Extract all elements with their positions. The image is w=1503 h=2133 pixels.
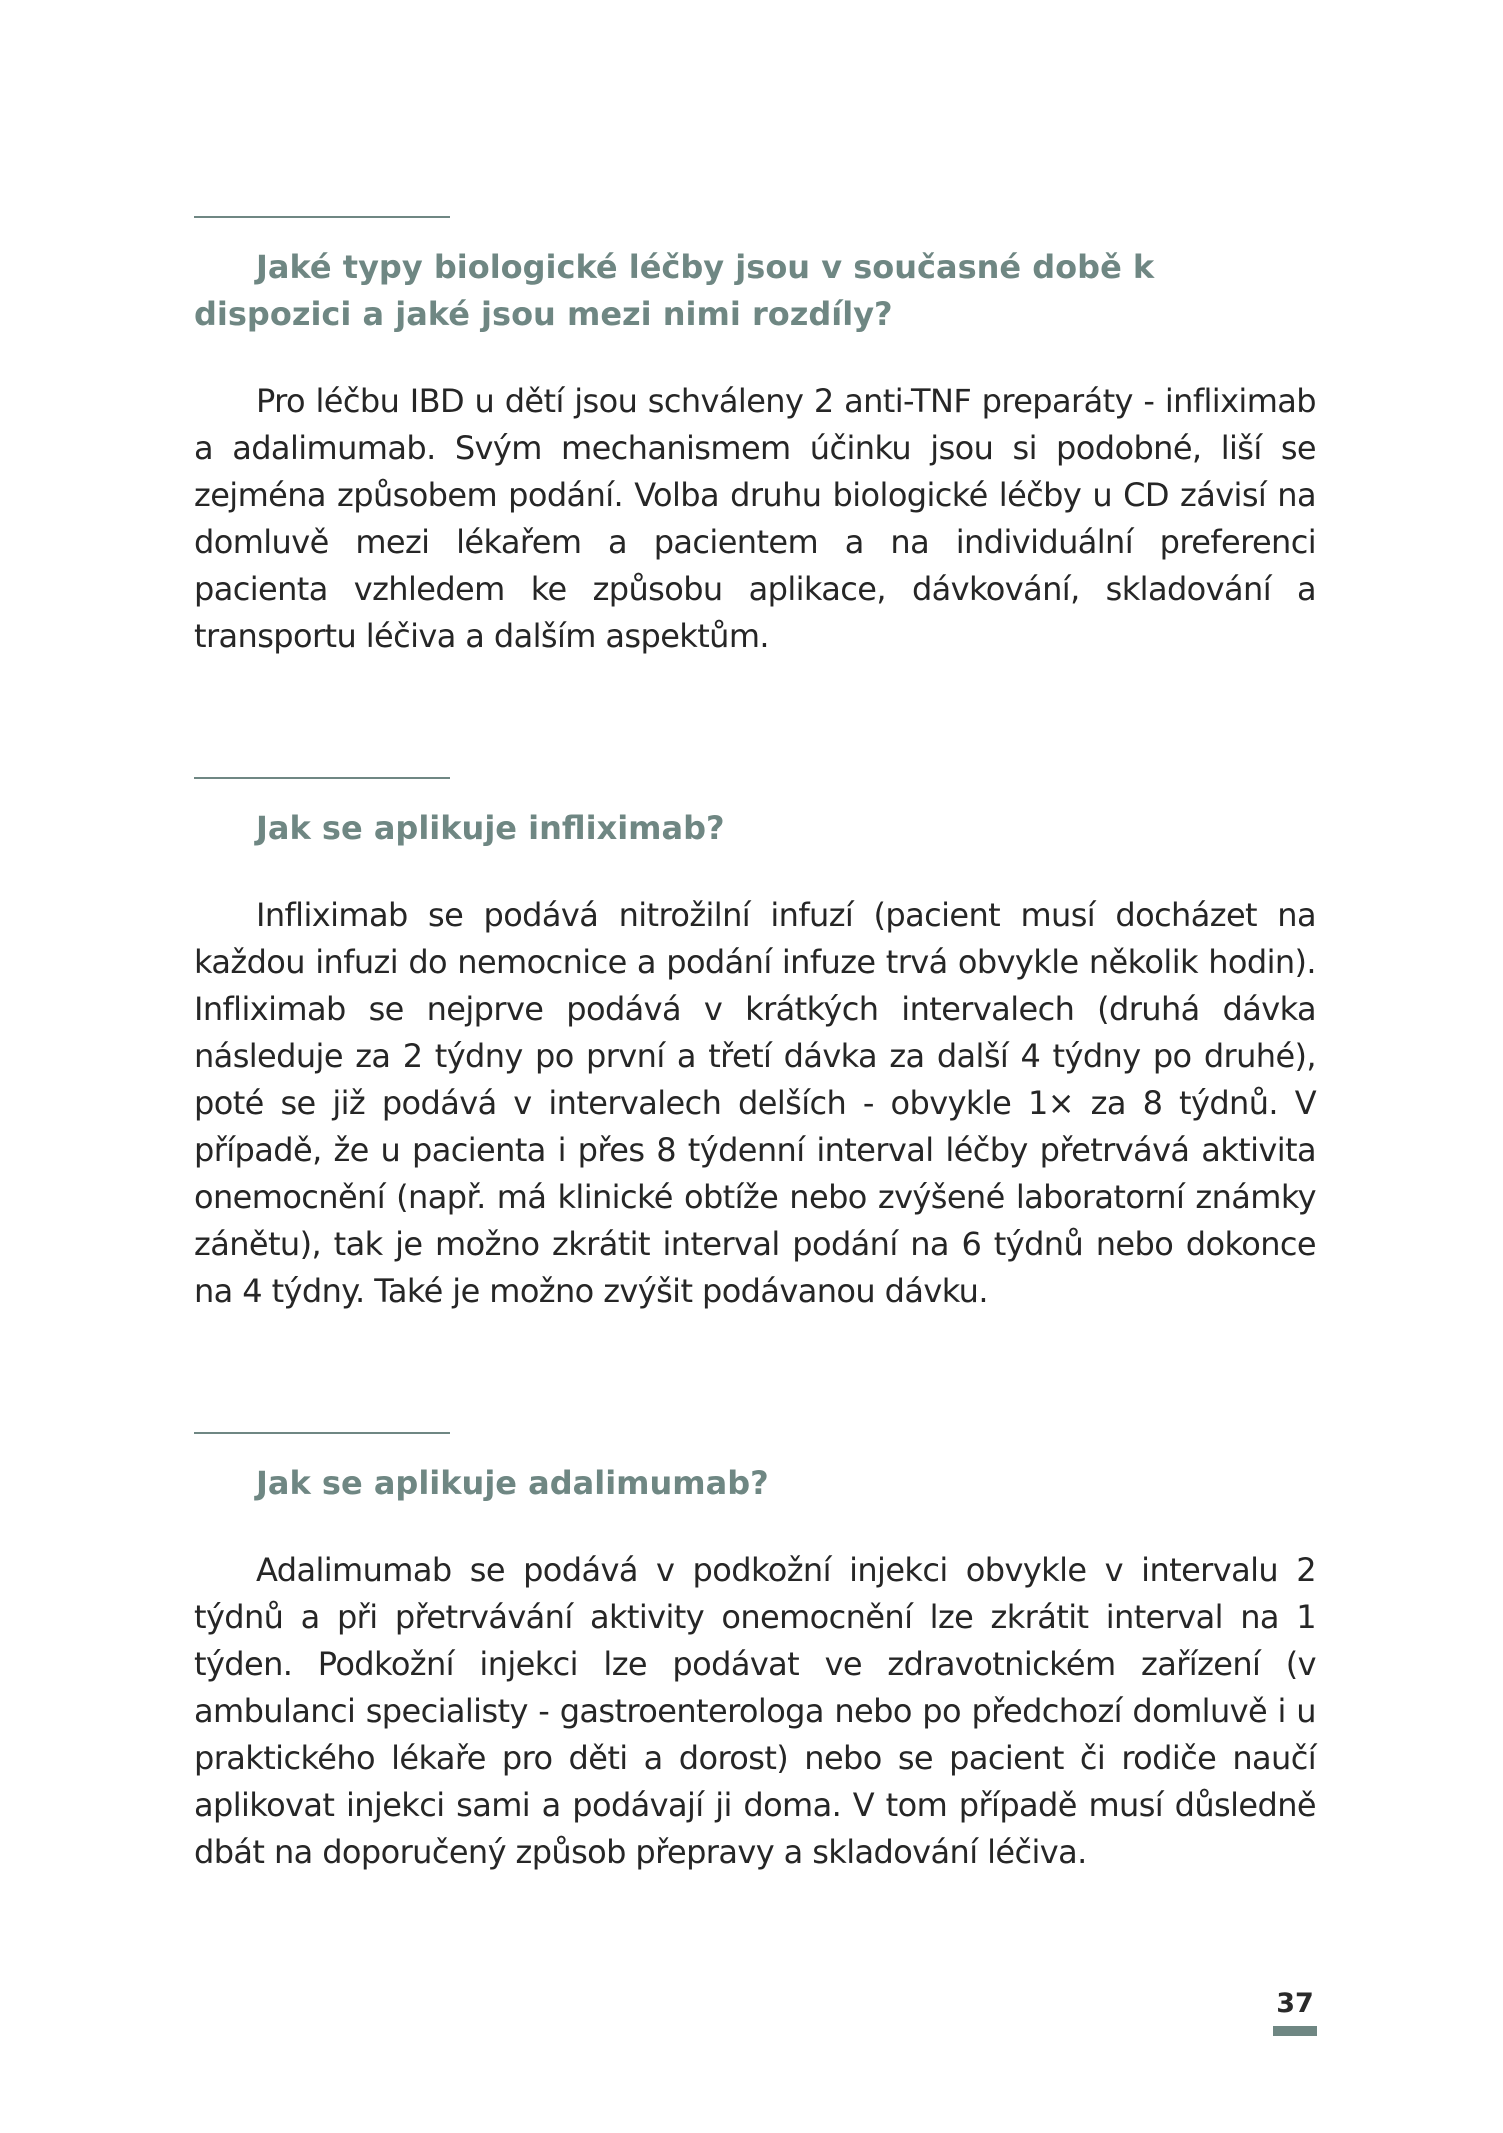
section-answer: Pro léčbu IBD u dětí jsou schváleny 2 anti-TNF preparáty - infliximab a adalimumab. Svým mechanismem účinku jsou si podobné, liší se zejména způsobem podání. Volba druhu biologické léčby u CD závisí na domluvě mezi lékařem a pacientem a na individuální preferenci pacienta vzhledem ke způsobu aplikace, dávkování, skladování a transportu léčiva a dalším aspektům. [194,382,1316,655]
section-question: Jak se aplikuje infliximab? [256,809,725,847]
section-question: Jak se aplikuje adalimumab? [256,1464,769,1502]
page-number: 37 [1276,1988,1314,2019]
faq-section-adalimumab [194,1432,1316,1876]
section-divider [194,216,450,218]
page-number-bar [1273,2026,1317,2036]
faq-section-biologic-types [194,216,1316,660]
section-question: Jaké typy biologické léčby jsou v současné době k dispozici a jaké jsou mezi nimi rozdíly? [194,248,1155,333]
section-divider [194,777,450,779]
section-divider [194,1432,450,1434]
faq-section-infliximab [194,777,1316,1315]
section-answer: Adalimumab se podává v podkožní injekci obvykle v intervalu 2 týdnů a při přetrvávání aktivity onemocnění lze zkrátit interval na 1 týden. Podkožní injekci lze podávat ve zdravotnickém zařízení (v ambulanci specialisty - gastroenterologa nebo po předchozí domluvě i u praktického lékaře pro děti a dorost) nebo se pacient či rodiče naučí aplikovat injekci sami a podávají ji doma. V tom případě musí důsledně dbát na doporučený způsob přepravy a skladování léčiva. [194,1551,1316,1871]
section-answer: Infliximab se podává nitrožilní infuzí (pacient musí docházet na každou infuzi do nemocnice a podání infuze trvá obvykle několik hodin). Infliximab se nejprve podává v krátkých intervalech (druhá dávka následuje za 2 týdny po první a třetí dávka za další 4 týdny po druhé), poté se již podává v intervalech delších - obvykle 1× za 8 týdnů. V případě, že u pacienta i přes 8 týdenní interval léčby přetrvává aktivita onemocnění (např. má klinické obtíže nebo zvýšené laboratorní známky zánětu), tak je možno zkrátit interval podání na 6 týdnů nebo dokonce na 4 týdny. Také je možno zvýšit podávanou dávku. [194,896,1316,1310]
page-footer [1273,1986,1317,2036]
